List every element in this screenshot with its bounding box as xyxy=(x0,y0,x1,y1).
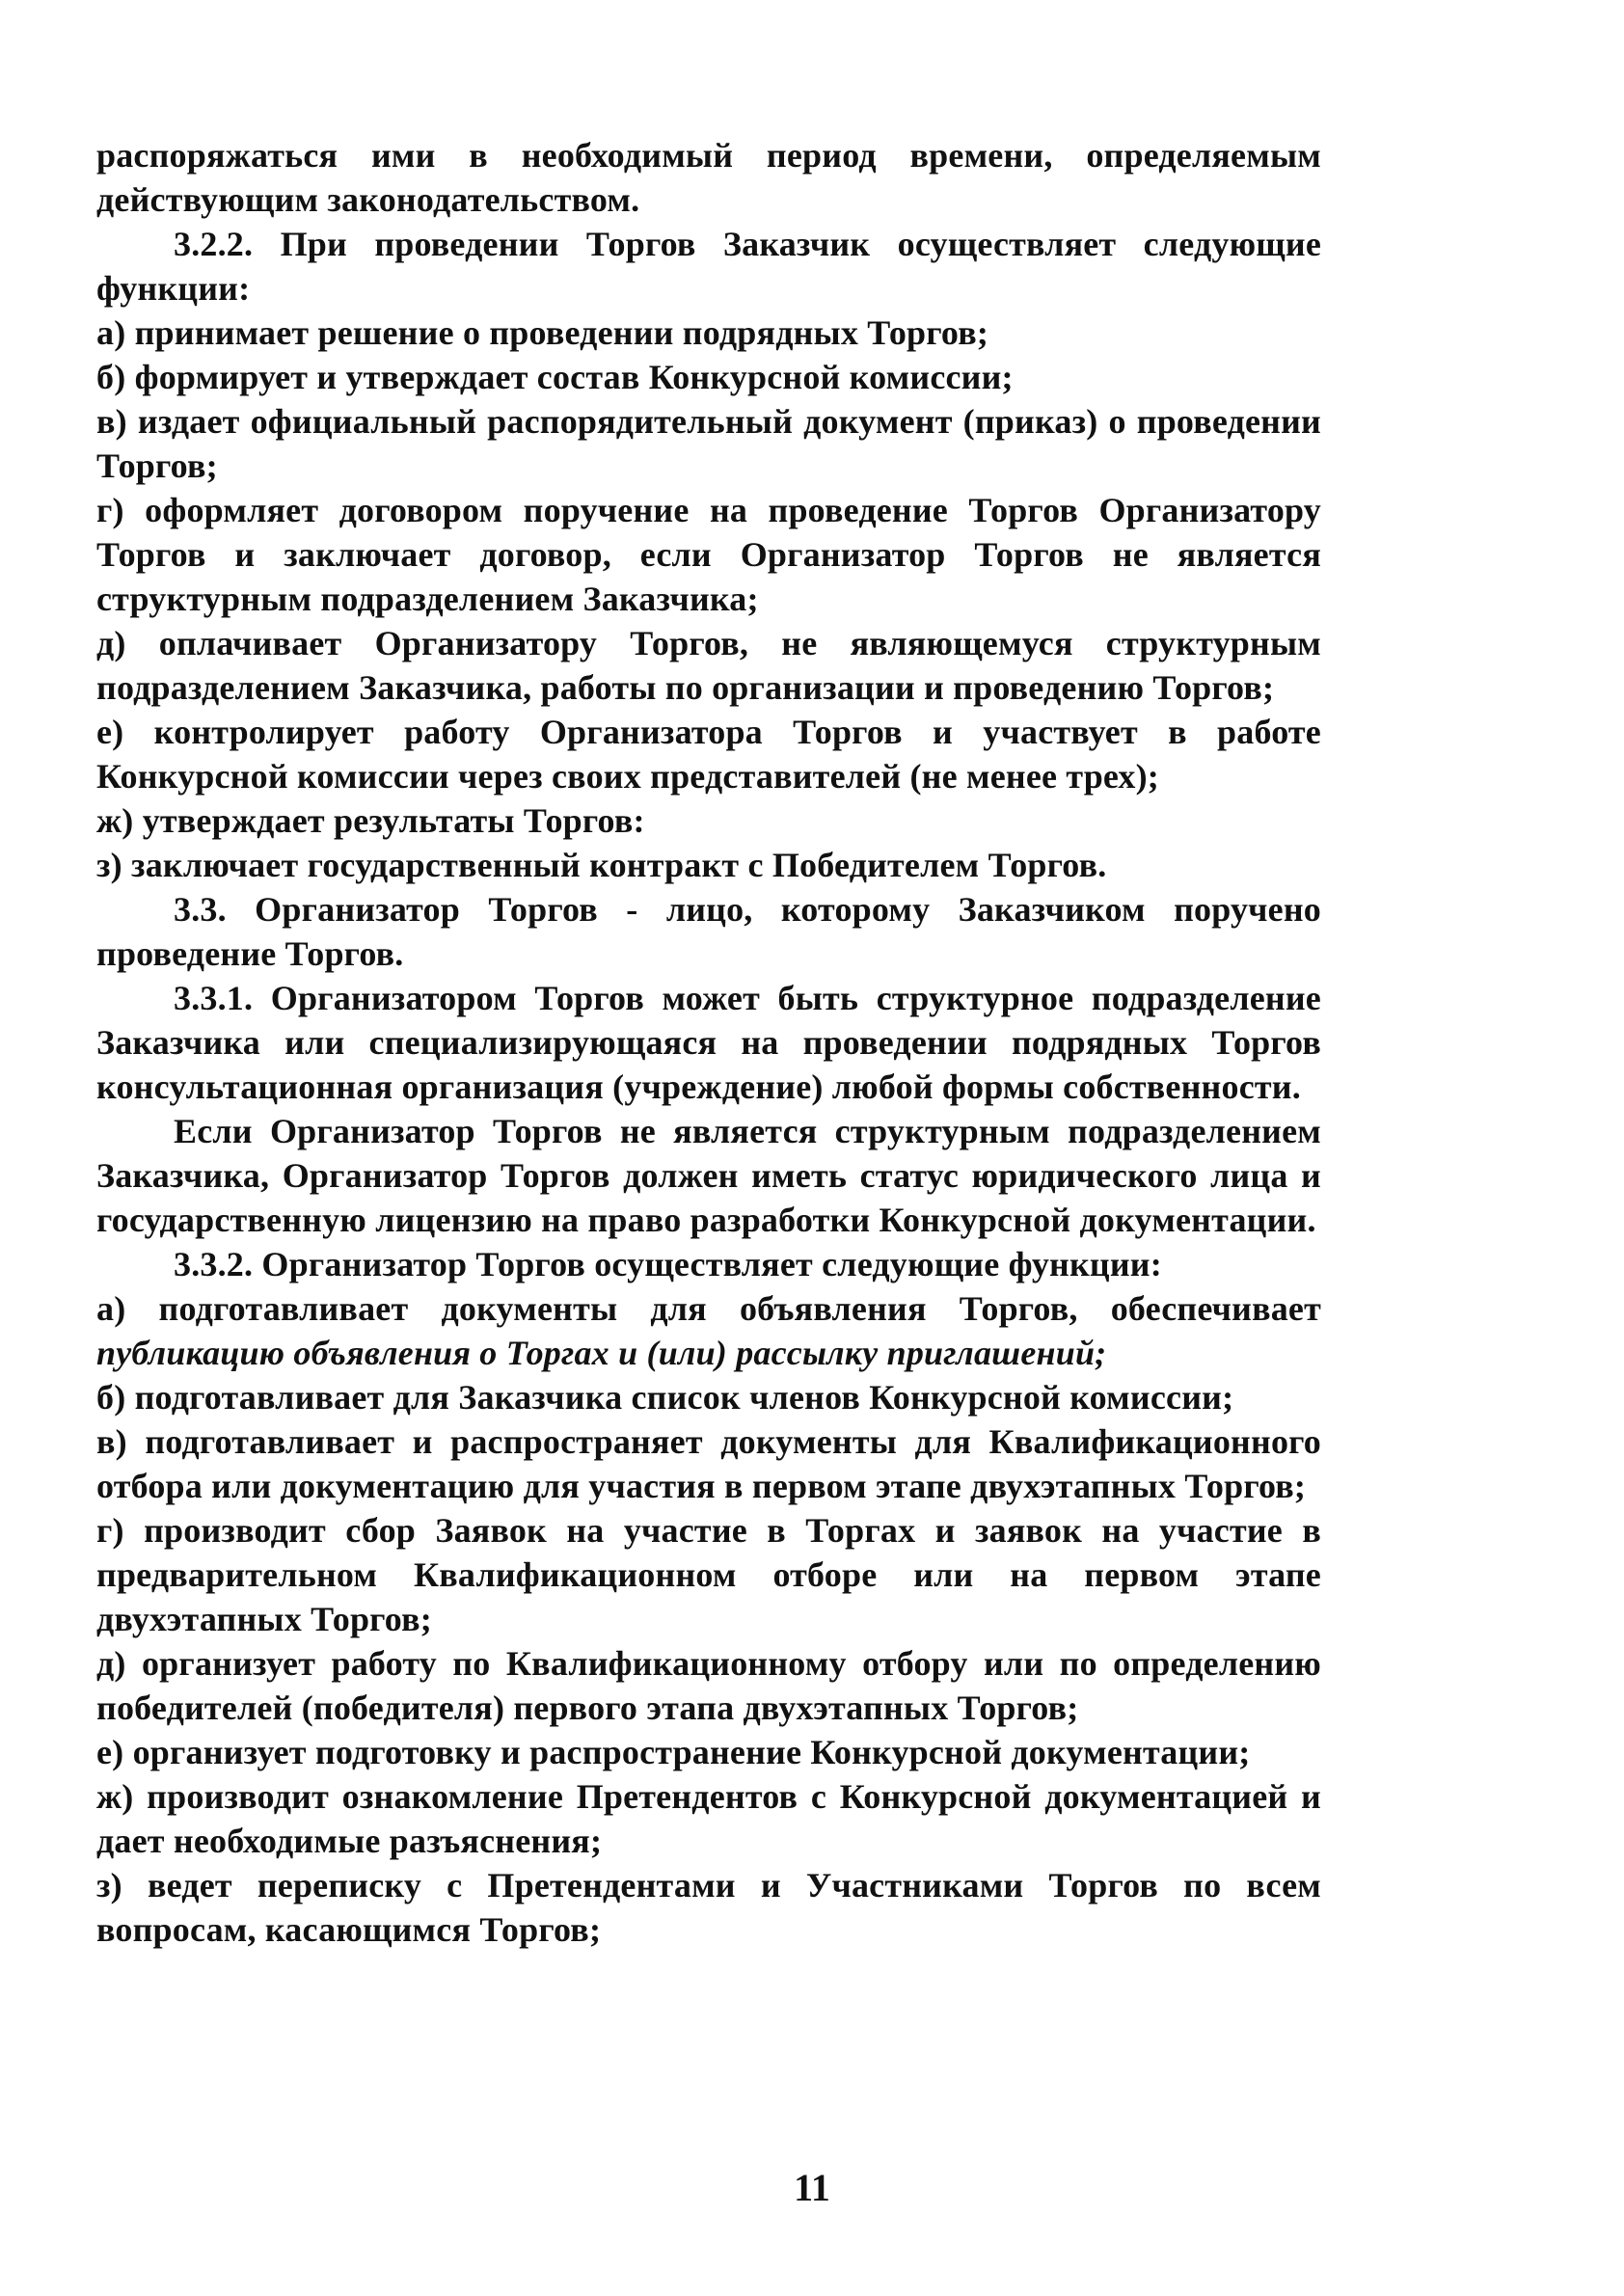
defined-term: Организатор Торгов xyxy=(255,890,598,929)
list-item: е) контролирует работу Организатора Торгов и участвует в работе Конкурсной комиссии через своих представителей (не менее трех); xyxy=(96,713,1321,796)
clause-3-3-1: 3.3.1. Организатором Торгов может быть структурное подразделение Заказчика или специализирующаяся на проведении подрядных Торгов консультационная организация (учреждение) любой формы собственности. xyxy=(96,979,1321,1106)
list-item: г) оформляет договором поручение на проведение Торгов Организатору Торгов и заключает договор, если Организатор Торгов не является структурным подразделением Заказчика; xyxy=(96,491,1321,618)
list-item-text: а) подготавливает документы для объявления Торгов, обеспечивает xyxy=(96,1289,1321,1328)
paragraph: распоряжаться ими в необходимый период времени, определяемым действующим законодательством. xyxy=(96,136,1321,219)
list-item-text-italic: публикацию объявления о Торгах и (или) рассылку приглашений; xyxy=(96,1334,1107,1372)
list-item: в) издает официальный распорядительный документ (приказ) о проведении Торгов; xyxy=(96,402,1321,485)
list-item: ж) утверждает результаты Торгов: xyxy=(96,801,645,840)
clause-3-3-2: 3.3.2. Организатор Торгов осуществляет следующие функции: xyxy=(174,1245,1162,1283)
document-body xyxy=(96,133,1321,1952)
list-item: г) производит сбор Заявок на участие в Торгах и заявок на участие в предварительном Квалификационном отборе или на первом этапе двухэтапных Торгов; xyxy=(96,1511,1321,1638)
clause-3-2-2: 3.2.2. При проведении Торгов Заказчик осуществляет следующие функции: xyxy=(96,225,1321,308)
clause-3-3 xyxy=(96,887,1321,976)
page-number: 11 xyxy=(794,2166,830,2209)
list-item: з) ведет переписку с Претендентами и Участниками Торгов по всем вопросам, касающимся Торгов; xyxy=(96,1866,1321,1949)
list-item: а) принимает решение о проведении подрядных Торгов; xyxy=(96,313,989,352)
list-item: з) заключает государственный контракт с Победителем Торгов. xyxy=(96,846,1107,884)
clause-text: - лицо, которому Заказчиком поручено проведение Торгов. xyxy=(96,890,1321,973)
list-item: б) формирует и утверждает состав Конкурсной комиссии; xyxy=(96,358,1014,396)
list-item: д) организует работу по Квалификационному отбору или по определению победителей (победителя) первого этапа двухэтапных Торгов; xyxy=(96,1644,1321,1727)
list-item: в) подготавливает и распространяет документы для Квалификационного отбора или документацию для участия в первом этапе двухэтапных Торгов; xyxy=(96,1422,1321,1505)
list-item: б) подготавливает для Заказчика список членов Конкурсной комиссии; xyxy=(96,1378,1234,1417)
list-item: е) организует подготовку и распространение Конкурсной документации; xyxy=(96,1733,1251,1771)
paragraph: Если Организатор Торгов не является структурным подразделением Заказчика, Организатор Торгов должен иметь статус юридического лица и государственную лицензию на право разработки Конкурсной документации. xyxy=(96,1112,1321,1239)
clause-number: 3.3. xyxy=(174,890,256,929)
list-item xyxy=(96,1286,1321,1375)
list-item: ж) производит ознакомление Претендентов с Конкурсной документацией и дает необходимые разъяснения; xyxy=(96,1777,1321,1860)
list-item: д) оплачивает Организатору Торгов, не являющемуся структурным подразделением Заказчика, работы по организации и проведению Торгов; xyxy=(96,624,1321,707)
